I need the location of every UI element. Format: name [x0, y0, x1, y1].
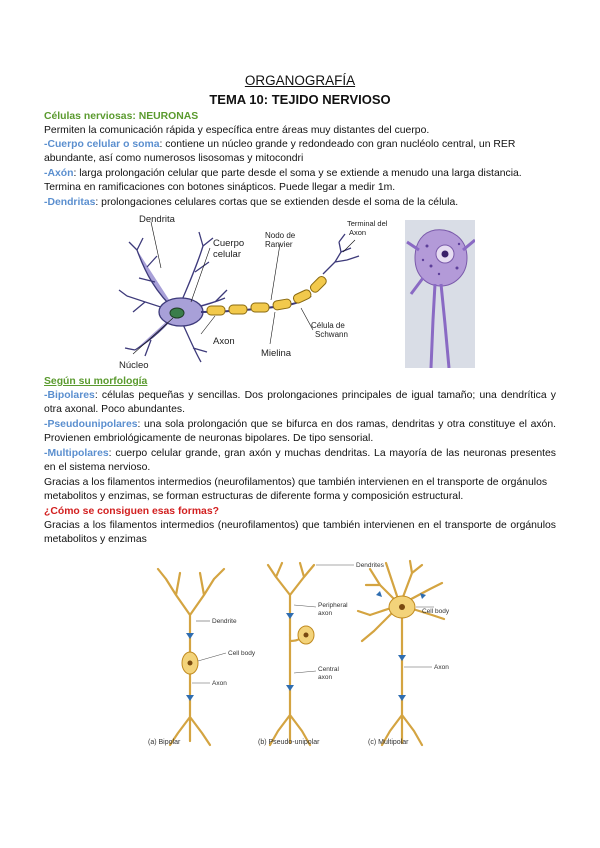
label-central-1: Central [318, 666, 339, 673]
document-subtitle: TEMA 10: TEJIDO NERVIOSO [209, 92, 391, 107]
nucleus-icon [170, 308, 184, 318]
intro-paragraph: Permiten la comunicación rápida y específica entre áreas muy distantes del cuerpo. [44, 125, 430, 136]
label-cell-body-c: Cell body [422, 608, 450, 615]
caption-multipolar: (c) Multipolar [368, 739, 409, 746]
caption-pseudounipolar: (b) Pseudo-unipolar [258, 739, 320, 746]
dendrite-paragraph [44, 196, 556, 210]
question-heading: ¿Cómo se consiguen esas formas? [44, 506, 219, 517]
axon-paragraph [44, 167, 556, 196]
pseudo-term: -Pseudounipolares [44, 419, 138, 430]
label-axon: Axon [213, 336, 235, 347]
answer-paragraph: Gracias a los filamentos intermedios (neurofilamentos) que también intervienen en el transporte de orgánulos metabolitos y enzimas [44, 520, 556, 546]
multipolar-neuron [358, 561, 444, 745]
multi-term: -Multipolares [44, 448, 109, 459]
label-nodo-1: Nodo de [265, 231, 296, 240]
axon-text: : larga prolongación celular que parte desde el soma y se extiende a menudo una larga distancia. Termina en ramificaciones con botones sinápticos. Puede llegar a medir 1m. [44, 168, 522, 194]
multi-paragraph [44, 447, 556, 476]
label-cuerpo-1: Cuerpo [213, 238, 245, 249]
dendrite-term: -Dendritas [44, 197, 96, 208]
soma-paragraph [44, 138, 556, 167]
label-axon-c: Axon [434, 664, 449, 671]
document-title: ORGANOGRAFÍA [244, 73, 356, 88]
label-dendrita: Dendrita [139, 214, 175, 225]
bipolar-term: -Bipolares [44, 390, 95, 401]
neuron-micrograph [405, 220, 475, 368]
label-dendrite: Dendrite [212, 618, 237, 625]
label-cell-body-a: Cell body [228, 650, 256, 657]
pseudo-text: : una sola prolongación que se bifurca en dos ramas, dendritas y otra constituye el axón. Provienen embriológicamente de neuronas bipolares. De tipo sensorial. [44, 419, 556, 445]
section-heading-morfologia: Según su morfología [44, 376, 148, 387]
neuron-diagram [115, 212, 405, 372]
label-peripheral-2: axon [318, 610, 333, 617]
pseudo-paragraph [44, 418, 556, 447]
label-celula-2: Schwann [315, 330, 348, 339]
multi-text: : cuerpo celular grande, gran axón y muchas dendritas. La mayoría de las neuronas presentes en el sistema nervioso. [44, 448, 556, 474]
pseudounipolar-neuron [268, 563, 314, 745]
label-axon-a: Axon [212, 680, 227, 687]
filaments-paragraph: Gracias a los filamentos intermedios (neurofilamentos) que también intervienen en el transporte de orgánulos metabolitos y enzimas, se forman estructuras de diferente forma y composición estructural. [44, 477, 548, 503]
label-mielina: Mielina [261, 348, 292, 359]
label-terminal-2: Axon [349, 228, 367, 237]
label-nucleo: Núcleo [119, 360, 149, 371]
label-cuerpo-2: celular [213, 249, 241, 260]
label-peripheral-1: Peripheral [318, 602, 348, 609]
soma-term: -Cuerpo celular o soma [44, 139, 160, 150]
label-central-2: axon [318, 674, 333, 681]
label-dendrites-b: Dendrites [356, 562, 384, 569]
label-terminal-1: Terminal del [347, 219, 388, 228]
axon-term: -Axón [44, 168, 74, 179]
bipolar-text: : células pequeñas y sencillas. Dos prolongaciones principales de igual tamaño; una dendrítica y otra axonal. Poco abundantes. [44, 390, 556, 416]
caption-bipolar: (a) Bipolar [148, 739, 181, 746]
soma-text: : contiene un núcleo grande y redondeado con gran nucléolo central, un RER abundante, así como numerosos lisosomas y mitocondri [44, 139, 516, 165]
section-heading-neuronas: Células nerviosas: NEURONAS [44, 111, 199, 122]
dendrite-text: : prolongaciones celulares cortas que se extienden desde el soma de la célula. [95, 197, 459, 208]
label-nodo-2: Ranvier [265, 240, 293, 249]
label-celula-1: Célula de [311, 321, 345, 330]
neuron-types-diagram [140, 555, 460, 755]
bipolar-paragraph [44, 389, 556, 418]
